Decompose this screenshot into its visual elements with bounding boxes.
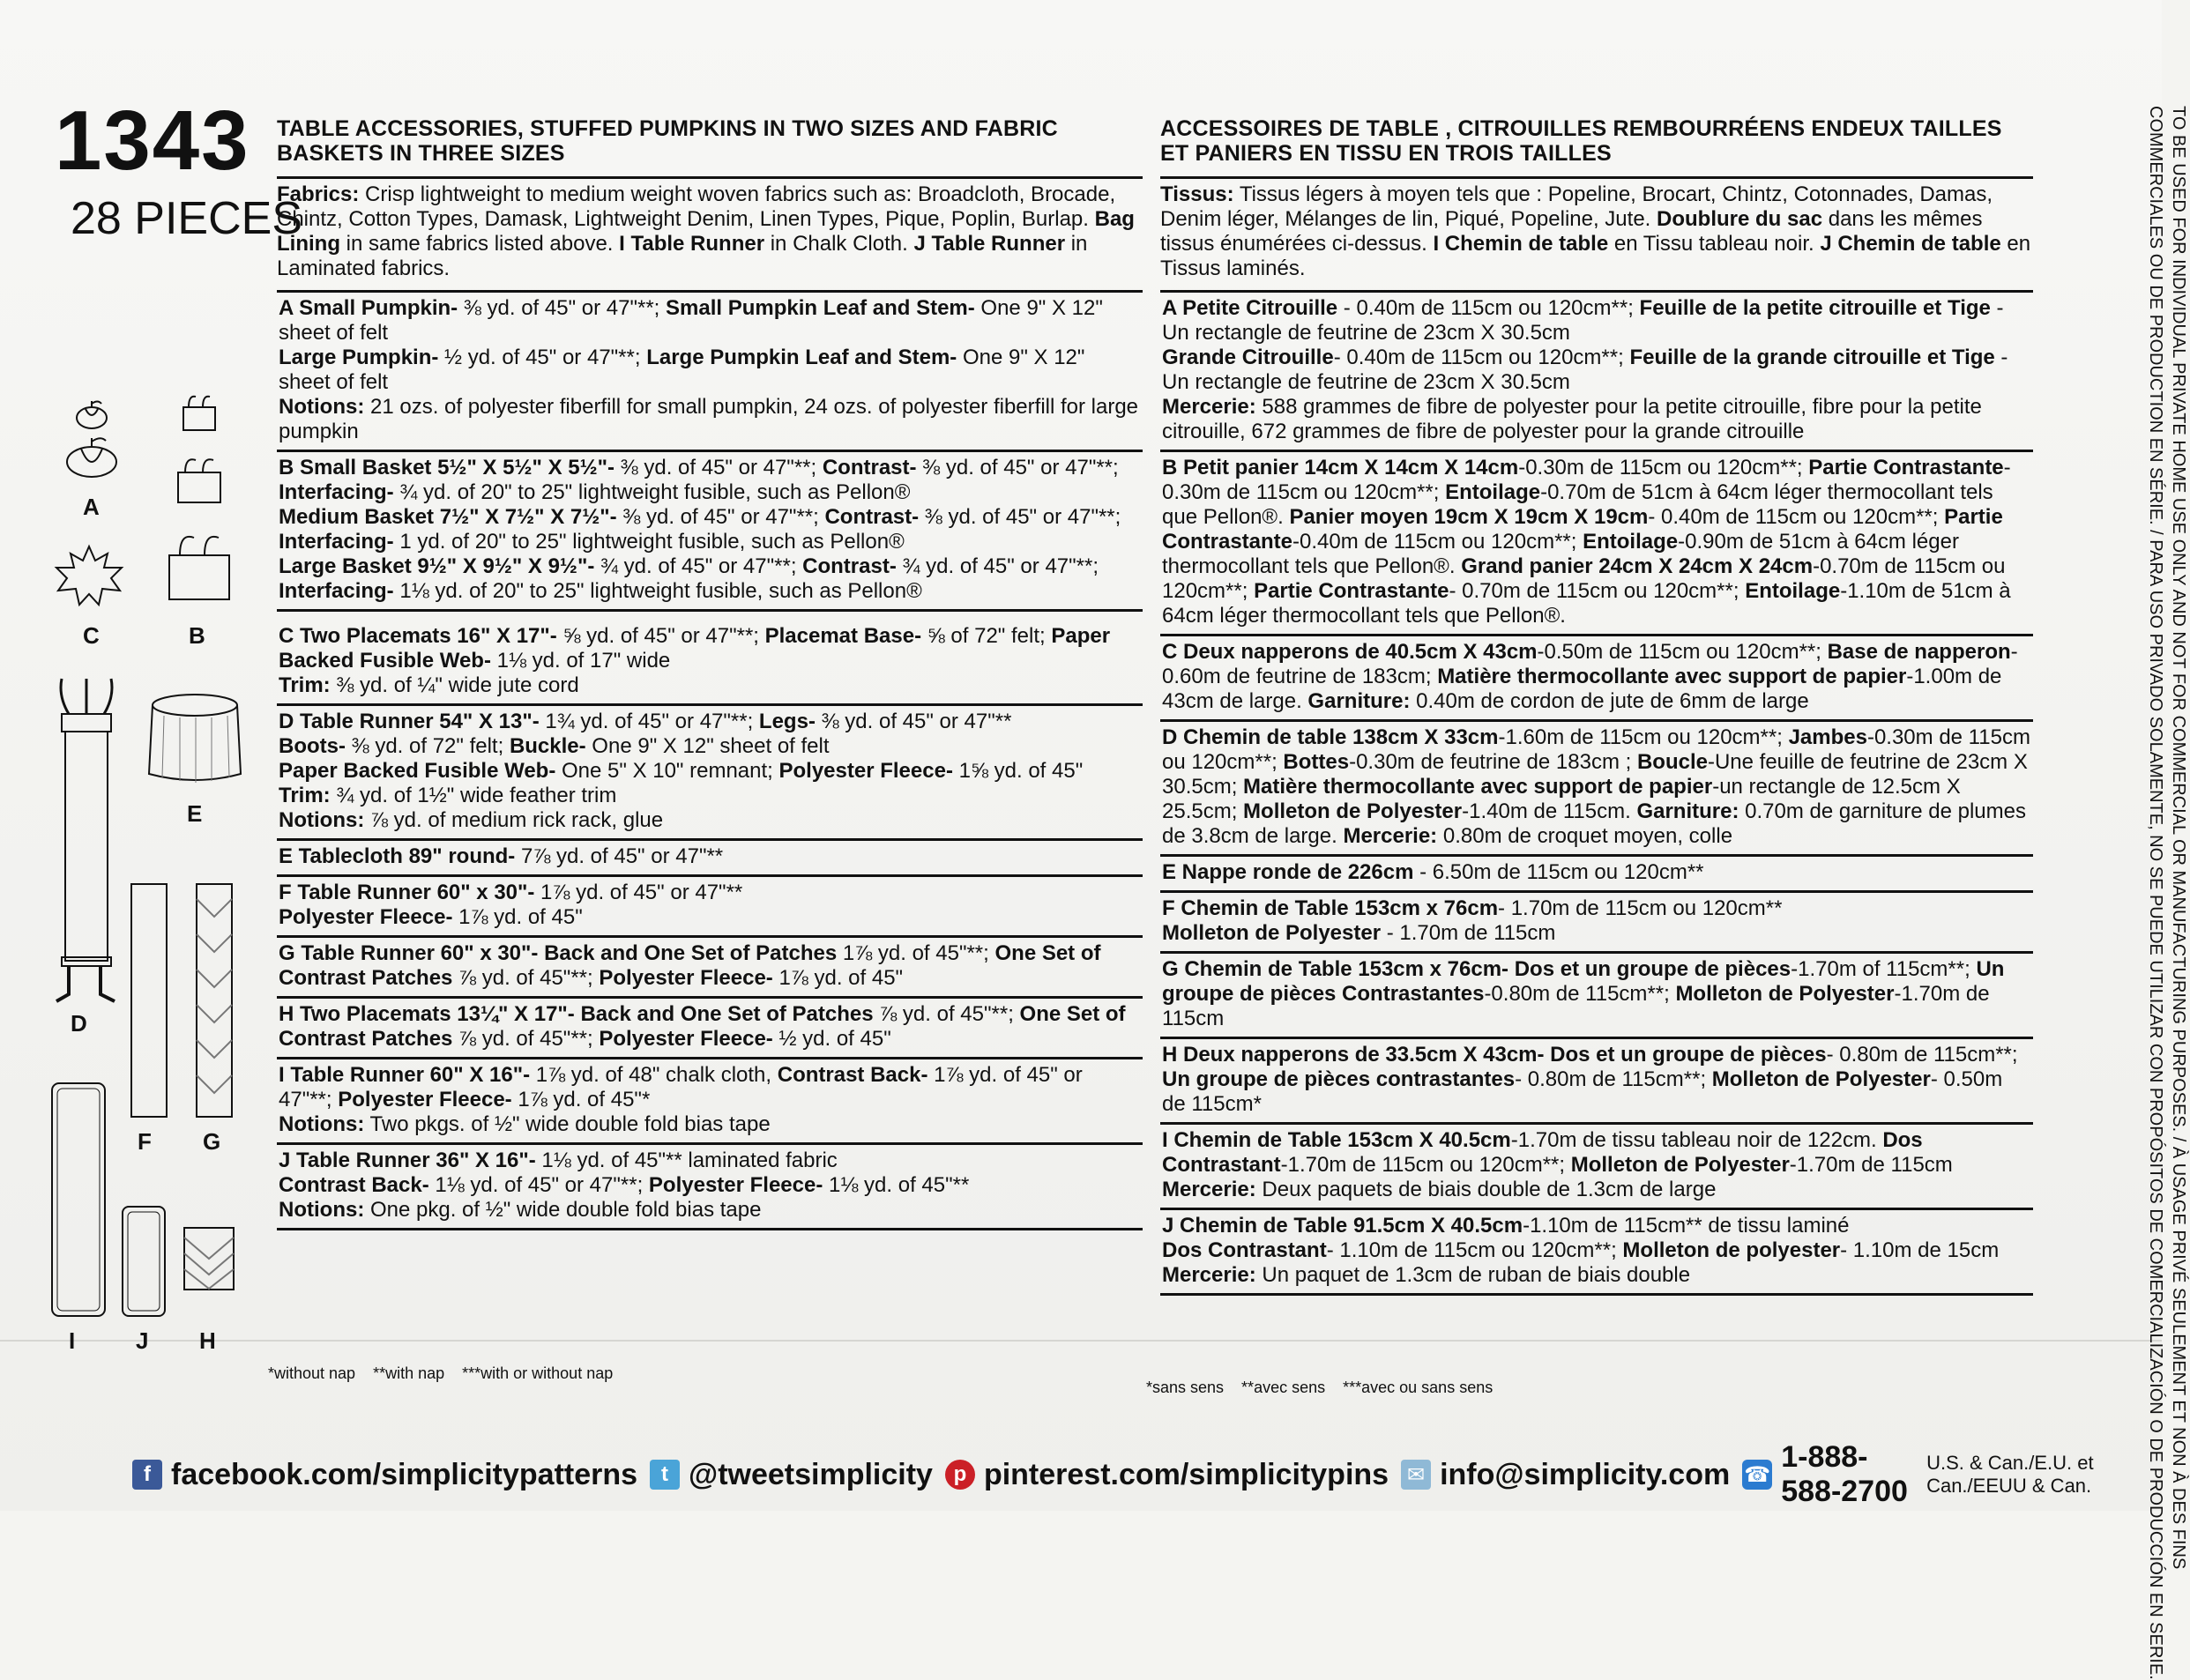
vue-d-requirements: D Chemin de table 138cm X 33cm-1.60m de 115cm ou 120cm**; Jambes-0.30m de 115cm ou 120cm**; Bottes-0.30m de feutrine de 183cm ; Boucle-Une feuille de feutrine de 23cm X 30.5cm; Matière thermocollante avec support de papier-un rectangle de 12.5cm X 25.5cm; Molleton de Polyester-1.40m de 115cm. Garniture: 0.70m de garniture de plumes de 3.8cm de large. Mercerie: 0.80m de croquet moyen, colle: [1160, 719, 2033, 854]
vue-g-requirements: G Chemin de Table 153cm x 76cm- Dos et un groupe de pièces-1.70m of 115cm**; Un groupe de pièces Contrastantes-0.80m de 115cm**; Molleton de Polyester-1.70m de 115cm: [1160, 951, 2033, 1037]
phone-region: U.S. & Can./E.U. et Can./EEUU & Can.: [1926, 1452, 2094, 1497]
french-nap-legend: *sans sens **avec sens ***avec ou sans sens: [1146, 1379, 1494, 1396]
french-requirements-panel: [1160, 116, 2033, 1296]
view-j-requirements: J Table Runner 36" X 16"- 1⅛ yd. of 45"** laminated fabric Contrast Back- 1⅛ yd. of 45" or 47"**; Polyester Fleece- 1⅛ yd. of 45"** Notions: One pkg. of ½" wide double fold bias tape: [277, 1142, 1143, 1230]
facebook-link[interactable]: f facebook.com/simplicitypatterns: [132, 1458, 637, 1492]
view-g-requirements: G Table Runner 60" x 30"- Back and One Set of Patches 1⅞ yd. of 45"**; One Set of Contrast Patches ⅞ yd. of 45"**; Polyester Fleece- 1⅞ yd. of 45": [277, 935, 1143, 996]
vue-i-requirements: I Chemin de Table 153cm X 40.5cm-1.70m de tissu tableau noir de 122cm. Dos Contrastant-1.70m de 115cm ou 120cm**; Molleton de Polyester-1.70m de 115cm Mercerie: Deux paquets de biais double de 1.3cm de large: [1160, 1122, 2033, 1208]
view-label-f: F: [138, 1128, 152, 1155]
view-label-j: J: [136, 1327, 149, 1354]
small-pumpkin-icon: [74, 398, 109, 430]
view-e-requirements: E Tablecloth 89" round- 7⅞ yd. of 45" or 47"**: [277, 838, 1143, 874]
laminated-table-runner-j-icon: [120, 1204, 168, 1319]
twitter-icon: t: [650, 1460, 680, 1490]
table-runner-f-icon: [129, 881, 169, 1119]
usage-disclaimer: [2144, 106, 2190, 1680]
view-label-d: D: [71, 1010, 87, 1037]
pattern-number: 1343: [55, 93, 250, 188]
contact-footer: [132, 1440, 2142, 1508]
patched-placemat-h-icon: [182, 1225, 236, 1292]
phone-icon: ☎: [1742, 1460, 1772, 1490]
view-a-requirements: A Small Pumpkin- ⅜ yd. of 45" or 47"**; Small Pumpkin Leaf and Stem- One 9" X 12" sheet of felt Large Pumpkin- ½ yd. of 45" or 47"**; Large Pumpkin Leaf and Stem- One 9" X 12" sheet of felt Notions: 21 ozs. of polyester fiberfill for small pumpkin, 24 ozs. of polyester fiberfill for large pumpkin: [277, 290, 1143, 450]
vue-f-requirements: F Chemin de Table 153cm x 76cm- 1.70m de 115cm ou 120cm** Molleton de Polyester - 1.70m de 115cm: [1160, 890, 2033, 951]
view-i-requirements: I Table Runner 60" X 16"- 1⅞ yd. of 48" chalk cloth, Contrast Back- 1⅞ yd. of 45" or 47"**; Polyester Fleece- 1⅞ yd. of 45"* Notions: Two pkgs. of ½" wide double fold bias tape: [277, 1057, 1143, 1142]
disclaimer-line-1: TO BE USED FOR INDIVIDUAL PRIVATE HOME USE ONLY AND NOT FOR COMMERCIAL OR MANUFACTURING PURPOSES. / À USAGE PRIVÉ SEULEMENT ET NON À DES FINS: [2169, 106, 2188, 1570]
view-label-h: H: [199, 1327, 216, 1354]
view-label-g: G: [203, 1128, 221, 1155]
chalk-table-runner-i-icon: [49, 1081, 108, 1319]
vue-a-requirements: A Petite Citrouille - 0.40m de 115cm ou 120cm**; Feuille de la petite citrouille et Tige - Un rectangle de feutrine de 23cm X 30.5cm Grande Citrouille- 0.40m de 115cm ou 120cm**; Feuille de la grande citrouille et Tige - Un rectangle de feutrine de 23cm X 30.5cm Mercerie: 588 grammes de fibre de polyester pour la petite citrouille, fibre pour la petite citrouille, 672 grammes de fibre de polyester pour la grande citrouille: [1160, 290, 2033, 450]
pinterest-icon: p: [945, 1460, 975, 1490]
view-label-a: A: [83, 494, 100, 520]
vue-b-requirements: B Petit panier 14cm X 14cm X 14cm-0.30m de 115cm ou 120cm**; Partie Contrastante-0.30m de 115cm ou 120cm**; Entoilage-0.70m de 51cm à 64cm léger thermocollant tels que Pellon®. Panier moyen 19cm X 19cm X 19cm- 0.40m de 115cm ou 120cm**; Partie Contrastante-0.40m de 115cm ou 120cm**; Entoilage-0.90m de 51cm à 64cm léger thermocollant tels que Pellon®. Grand panier 24cm X 24cm X 24cm-0.70m de 115cm ou 120cm**; Partie Contrastante- 0.70m de 115cm ou 120cm**; Entoilage-1.10m de 51cm à 64cm léger thermocollant tels que Pellon®.: [1160, 450, 2033, 634]
mail-icon: ✉: [1401, 1460, 1431, 1490]
view-d-requirements: D Table Runner 54" X 13"- 1¾ yd. of 45" or 47"**; Legs- ⅜ yd. of 45" or 47"** Boots- ⅜ yd. of 72" felt; Buckle- One 9" X 12" sheet of felt Paper Backed Fusible Web- One 5" X 10" remnant; Polyester Fleece- 1⅝ yd. of 45" Trim: ¾ yd. of 1½" wide feather trim Notions: ⅞ yd. of medium rick rack, glue: [277, 703, 1143, 838]
disclaimer-line-2: COMMERCIALES OU DE PRODUCTION EN SÉRIE. / PARA USO PRIVADO SOLAMENTE, NO SE PUEDE UTILIZAR CON PROPÓSITOS DE COMERCIALIZACIÓN O DE PRODUCCIÓN EN SERIE.: [2146, 106, 2165, 1680]
english-requirements-panel: [277, 116, 1143, 1230]
witch-table-runner-icon: [42, 675, 130, 1010]
french-title: ACCESSOIRES DE TABLE , CITROUILLES REMBOURRÉENS ENDEUX TAILLES ET PANIERS EN TISSU EN TROIS TAILLES: [1160, 116, 2002, 166]
view-label-e: E: [187, 800, 203, 827]
vue-j-requirements: J Chemin de Table 91.5cm X 40.5cm-1.10m de 115cm** de tissu laminé Dos Contrastant- 1.10m de 115cm ou 120cm**; Molleton de polyester- 1.10m de 15cm Mercerie: Un paquet de 1.3cm de ruban de biais double: [1160, 1208, 2033, 1296]
english-fabrics: Fabrics: Crisp lightweight to medium weight woven fabrics such as: Broadcloth, Brocade, Chintz, Cotton Types, Damask, Lightweight Denim, Linen Types, Pique, Poplin, Burlap. Bag Lining in same fabrics listed above. I Table Runner in Chalk Cloth. J Table Runner in Laminated fabrics.: [277, 176, 1143, 281]
paper-crease: [0, 1340, 2162, 1342]
email-link[interactable]: ✉ info@simplicity.com: [1401, 1458, 1730, 1492]
vue-e-requirements: E Nappe ronde de 226cm - 6.50m de 115cm ou 120cm**: [1160, 854, 2033, 890]
view-label-c: C: [83, 622, 100, 649]
view-h-requirements: H Two Placemats 13¼" X 17"- Back and One Set of Patches ⅞ yd. of 45"**; One Set of Contrast Patches ⅞ yd. of 45"**; Polyester Fleece- ½ yd. of 45": [277, 996, 1143, 1057]
view-f-requirements: F Table Runner 60" x 30"- 1⅞ yd. of 45" or 47"** Polyester Fleece- 1⅞ yd. of 45": [277, 874, 1143, 935]
pieces-count: 28 PIECES: [71, 193, 303, 244]
patched-table-runner-g-icon: [194, 881, 235, 1119]
facebook-icon: f: [132, 1460, 162, 1490]
view-label-i: I: [69, 1327, 76, 1354]
small-basket-icon: [178, 391, 220, 434]
view-c-requirements: C Two Placemats 16" X 17"- ⅝ yd. of 45" or 47"**; Placemat Base- ⅝ of 72" felt; Paper Backed Fusible Web- 1⅛ yd. of 17" wide Trim: ⅜ yd. of ¼" wide jute cord: [277, 609, 1143, 703]
phone-link[interactable]: ☎ 1-888-588-2700 U.S. & Can./E.U. et Can./EEUU & Can.: [1742, 1440, 2142, 1509]
leaf-placemat-icon: [49, 541, 129, 612]
english-title: TABLE ACCESSORIES, STUFFED PUMPKINS IN TWO SIZES AND FABRIC BASKETS IN THREE SIZES: [277, 116, 1058, 166]
view-label-b: B: [189, 622, 205, 649]
pinterest-link[interactable]: p pinterest.com/simplicitypins: [945, 1458, 1389, 1492]
medium-basket-icon: [173, 453, 226, 506]
vue-c-requirements: C Deux napperons de 40.5cm X 43cm-0.50m de 115cm ou 120cm**; Base de napperon-0.60m de feutrine de 183cm; Matière thermocollante avec support de papier-1.00m de 43cm de large. Garniture: 0.40m de cordon de jute de 6mm de large: [1160, 634, 2033, 719]
view-b-requirements: B Small Basket 5½" X 5½" X 5½"- ⅜ yd. of 45" or 47"**; Contrast- ⅜ yd. of 45" or 47"**; Interfacing- ¾ yd. of 20" to 25" lightweight fusible, such as Pellon® Medium Basket 7½" X 7½" X 7½"- ⅜ yd. of 45" or 47"**; Contrast- ⅜ yd. of 45" or 47"**; Interfacing- 1 yd. of 20" to 25" lightweight fusible, such as Pellon® Large Basket 9½" X 9½" X 9½"- ¾ yd. of 45" or 47"**; Contrast- ¾ yd. of 45" or 47"**; Interfacing- 1⅛ yd. of 20" to 25" lightweight fusible, such as Pellon®: [277, 450, 1143, 609]
round-tablecloth-icon: [146, 689, 243, 786]
large-basket-icon: [164, 529, 235, 603]
vue-h-requirements: H Deux napperons de 33.5cm X 43cm- Dos et un groupe de pièces- 0.80m de 115cm**; Un groupe de pièces contrastantes- 0.80m de 115cm**; Molleton de Polyester- 0.50m de 115cm*: [1160, 1037, 2033, 1122]
english-nap-legend: *without nap **with nap ***with or without nap: [268, 1364, 614, 1382]
large-pumpkin-icon: [63, 435, 120, 479]
french-tissus: Tissus: Tissus légers à moyen tels que : Popeline, Brocart, Chintz, Cotonnades, Damas, Denim léger, Mélanges de lin, Piqué, Popeline, Jute. Doublure du sac dans les mêmes tissus énumérées ci-dessus. I Chemin de table en Tissu tableau noir. J Chemin de table en Tissus laminés.: [1160, 176, 2033, 281]
twitter-link[interactable]: t @tweetsimplicity: [650, 1458, 933, 1492]
